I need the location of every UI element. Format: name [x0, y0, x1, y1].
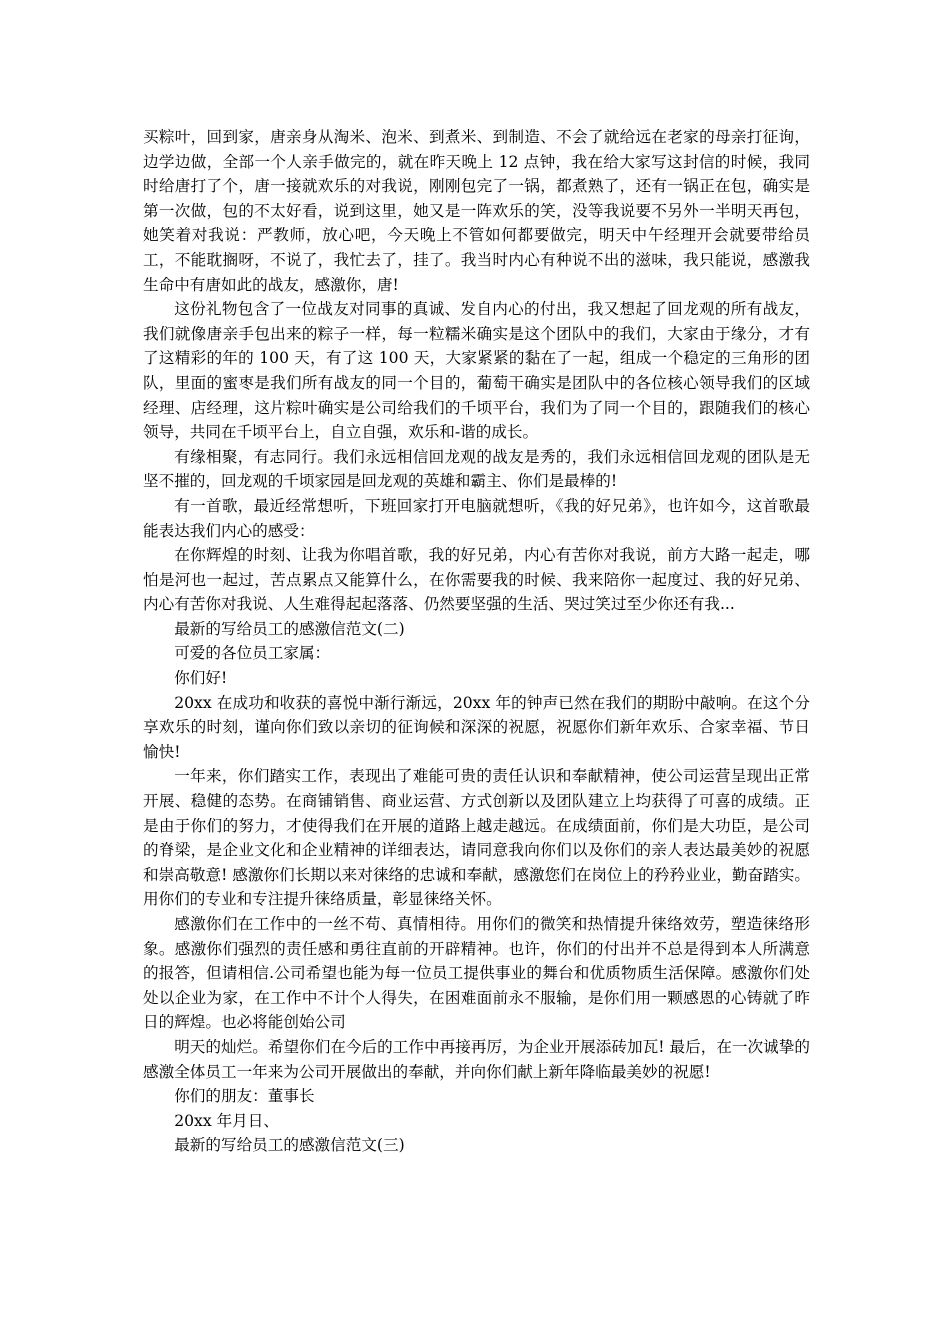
letter-signature: 你们的朋友：董事长 — [174, 1087, 315, 1106]
paragraph-2: 这份礼物包含了一位战友对同事的真诚、发自内心的付出，我又想起了回龙观的所有战友，我们就像唐亲手包出来的粽子一样，每一粒糯米确实是这个团队中的我们，大家由于缘分，才有了这精彩的年的 100 天，有了这 100 天，大家紧紧的黏在了一起，组成一个稳定的三角形的团队，里面的蜜枣是我们所有战友的同一个目的，葡萄干确实是团队中的各位核心领导我们的区域经理、店经理，这片粽叶确实是公司给我们的千顷平台，我们为了同一个目的，跟随我们的核心领导，共同在千顷平台上，自立自强，欢乐和-谐的成长。 — [143, 300, 810, 442]
song-lyrics-paragraph: 在你辉煌的时刻、让我为你唱首歌，我的好兄弟，内心有苦你对我说，前方大路一起走，哪怕是河也一起过，苦点累点又能算什么，在你需要我的时候、我来陪你一起度过、我的好兄弟、内心有苦你对我说、人生难得起起落落、仍然要坚强的生活、哭过笑过至少你还有我... — [143, 546, 810, 614]
paragraph-12: 明天的灿烂。希望你们在今后的工作中再接再厉，为企业开展添砖加瓦! 最后，在一次诚挚的感激全体员工一年来为公司开展做出的奉献，并向你们献上新年降临最美妙的祝愿! — [143, 1037, 810, 1081]
document-page — [143, 125, 810, 1158]
section-heading-2: 最新的写给员工的感激信范文(二) — [174, 619, 405, 638]
section-heading-3: 最新的写给员工的感激信范文(三) — [174, 1136, 405, 1155]
paragraph-10: 一年来，你们踏实工作，表现出了难能可贵的责任认识和奉献精神，使公司运营呈现出正常开展、稳健的态势。在商铺销售、商业运营、方式创新以及团队建立上均获得了可喜的成绩。正是由于你们的努力，才使得我们在开展的道路上越走越远。在成绩面前，你们是大功臣，是公司的脊梁，是企业文化和企业精神的详细表达，请同意我向你们以及你们的亲人表达最美妙的祝愿和崇高敬意! 感激你们长期以来对徕络的忠诚和奉献，感激您们在岗位上的矜矜业业，勤奋踏实。用你们的专业和专注提升徕络质量，彰显徕络关怀。 — [143, 767, 810, 909]
letter-greeting: 你们好! — [174, 669, 228, 688]
paragraph-11: 感激你们在工作中的一丝不苟、真情相待。用你们的微笑和热情提升徕络效劳，塑造徕络形象。感激你们强烈的责任感和勇往直前的开辟精神。也许，你们的付出并不总是得到本人所满意的报答，但请相信.公司希望也能为每一位员工提供事业的舞台和优质物质生活保障。感激你们处处以企业为家，在工作中不计个人得失，在困难面前永不服输，是你们用一颗感恩的心铸就了昨日的辉煌。也必将能创始公司 — [143, 915, 810, 1032]
paragraph-3: 有缘相聚，有志同行。我们永远相信回龙观的战友是秀的，我们永远相信回龙观的团队是无坚不摧的，回龙观的千顷家园是回龙观的英雄和霸主、你们是最棒的! — [143, 447, 810, 491]
paragraph-9: 20xx 在成功和收获的喜悦中渐行渐远，20xx 年的钟声已然在我们的期盼中敲响。在这个分享欢乐的时刻，谨向你们致以亲切的征询候和深深的祝愿，祝愿你们新年欢乐、合家幸福、节日愉快! — [143, 693, 810, 761]
letter-salutation: 可爱的各位员工家属： — [174, 644, 331, 663]
letter-date: 20xx 年月日、 — [174, 1111, 279, 1130]
paragraph-1: 买粽叶，回到家，唐亲身从淘米、泡米、到煮米、到制造、不会了就给远在老家的母亲打征询，边学边做，全部一个人亲手做完的，就在昨天晚上 12 点钟，我在给大家写这封信的时候，我同时给唐打了个，唐一接就欢乐的对我说，刚刚包完了一锅，都煮熟了，还有一锅正在包，确实是第一次做，包的不太好看，说到这里，她又是一阵欢乐的笑，没等我说要不另外一半明天再包，她笑着对我说：严教师，放心吧，今天晚上不管如何都要做完，明天中午经理开会就要带给员工，不能耽搁呀，不说了，我忙去了，挂了。我当时内心有种说不出的滋味，我只能说，感激我生命中有唐如此的战友，感激你，唐! — [143, 128, 810, 294]
paragraph-4: 有一首歌，最近经常想听，下班回家打开电脑就想听，《我的好兄弟》，也许如今，这首歌最能表达我们内心的感受： — [143, 496, 810, 540]
